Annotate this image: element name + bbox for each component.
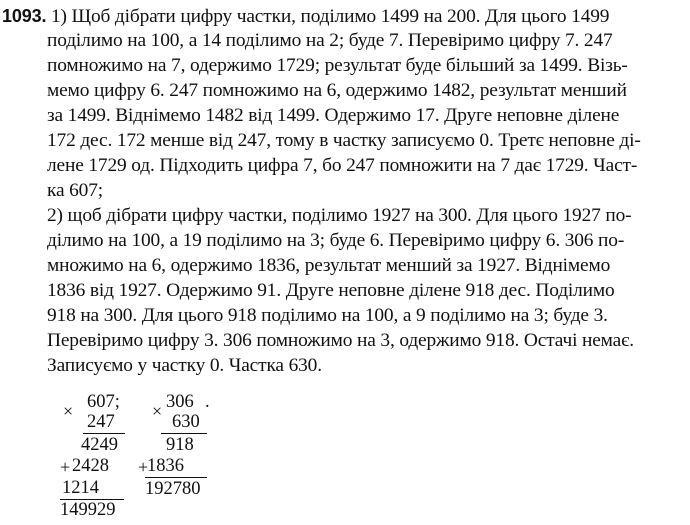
calc2-result: 192780 bbox=[145, 479, 201, 499]
text-line-3: помножимо на 7, одержимо 1729; результат буде більший за 1499. Візь- bbox=[47, 55, 628, 76]
plus-sign-2: + bbox=[138, 457, 149, 477]
problem-number: 1093. bbox=[2, 6, 47, 26]
calc2-partial-2: 1836 bbox=[147, 456, 184, 476]
calc1-partial-1: 4249 bbox=[81, 435, 118, 455]
plus-sign-1: + bbox=[60, 457, 71, 477]
calc1-result: 149929 bbox=[60, 500, 116, 520]
text-line-2: поділимо на 100, а 14 поділимо на 2; буде 7. Перевіримо цифру 7. 247 bbox=[47, 30, 613, 51]
calc1-partial-3: 1214 bbox=[62, 478, 99, 498]
calc2-rule-2 bbox=[145, 477, 207, 478]
calc1-multiplier: 247 bbox=[87, 412, 115, 432]
text-line-11: множимо на 6, одержимо 1836, результат менший за 1927. Віднімемо bbox=[47, 255, 611, 276]
calc2-rule-1 bbox=[161, 433, 207, 434]
text-line-8: ка 607; bbox=[47, 180, 104, 201]
text-line-14: Перевіримо цифру 3. 306 помножимо на 3, одержимо 918. Остачі немає. bbox=[47, 330, 634, 351]
calc1-rule-1 bbox=[83, 433, 125, 434]
text-line-9: 2) щоб дібрати цифру частки, поділимо 1927 на 300. Для цього 1927 по- bbox=[47, 205, 632, 226]
calc2-dot: . bbox=[205, 392, 210, 412]
text-line-6: 172 дес. 172 менше від 247, тому в частку записуємо 0. Третє неповне ді- bbox=[47, 130, 641, 151]
calc1-partial-2: 2428 bbox=[72, 456, 109, 476]
times-sign-1: × bbox=[63, 401, 74, 421]
text-line-10: ділимо на 100, а 19 поділимо на 3; буде 6. Перевіримо цифру 6. 306 по- bbox=[47, 230, 625, 251]
text-line-7: лене 1729 од. Підходить цифра 7, бо 247 помножити на 7 дає 1729. Част- bbox=[47, 155, 638, 176]
text-line-4: мемо цифру 6. 247 помножимо на 6, одержимо 1482, результат менший bbox=[47, 80, 627, 101]
text-line-1 bbox=[2, 4, 609, 29]
text-line-15: Записуємо у частку 0. Частка 630. bbox=[47, 355, 322, 376]
calc1-multiplicand: 607; bbox=[87, 392, 120, 412]
text-line-5: за 1499. Віднімемо 1482 від 1499. Одержимо 17. Друге неповне ділене bbox=[47, 105, 620, 126]
calc2-multiplier: 630 bbox=[172, 412, 200, 432]
text-line-12: 1836 від 1927. Одержимо 91. Друге неповне ділене 918 дес. Поділимо bbox=[47, 280, 615, 301]
text-line-13: 918 на 300. Для цього 918 поділимо на 100, а 9 поділимо на 3; буде 3. bbox=[47, 305, 608, 326]
line-1-text: 1) Щоб дібрати цифру частки, поділимо 1499 на 200. Для цього 1499 bbox=[51, 6, 610, 27]
calc2-partial-1: 918 bbox=[166, 435, 194, 455]
times-sign-2: × bbox=[152, 401, 163, 421]
calc2-multiplicand: 306 bbox=[166, 392, 194, 412]
